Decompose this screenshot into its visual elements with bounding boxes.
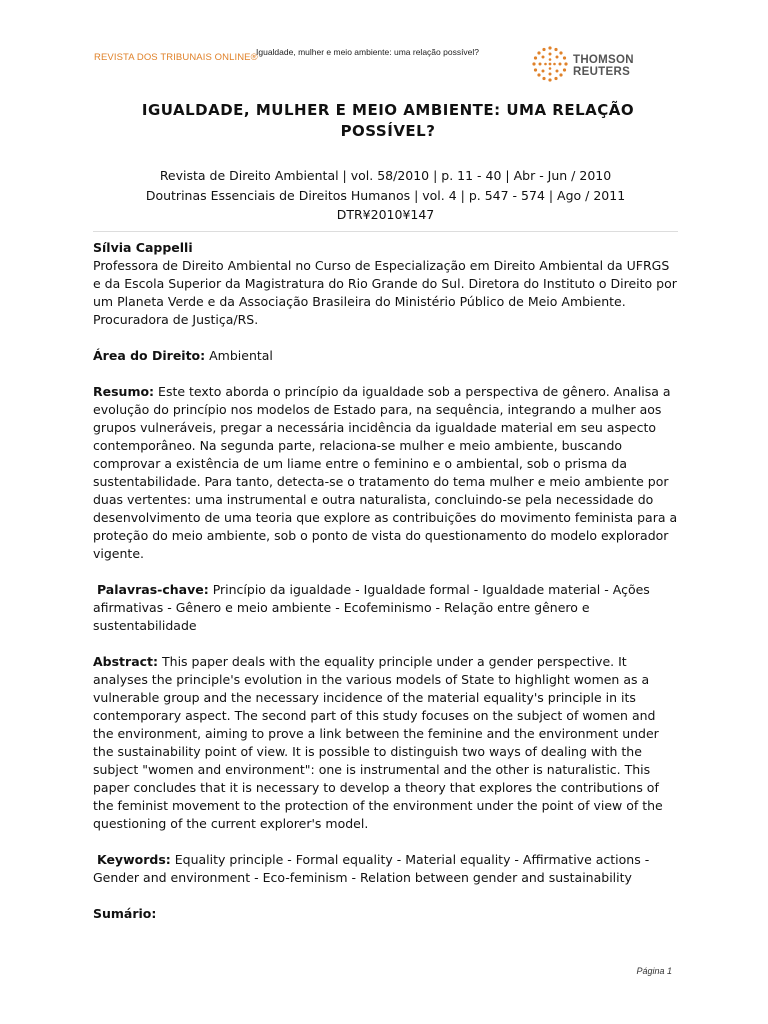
area-do-direito — [93, 347, 678, 365]
resumo-text: Este texto aborda o princípio da igualdade sob a perspectiva de gênero. Analisa a evolução do princípio nos modelos de Estado para, na sequência, integrando a mulher aos grupos vulneráveis, pregar a necessária incidência da igualdade material em seu aspecto contemporâneo. Na segunda parte, relaciona-se mulher e meio ambiente, buscando comprovar a existência de um liame entre o feminino e o ambiental, sob o prisma da sustentabilidade. Para tanto, detecta-se o tratamento do tema mulher e meio ambiente por duas vertentes: uma instrumental e outra naturalista, concluindo-se pela necessidade do desenvolvimento de uma teoria que explore as contribuições do movimento feminista para a proteção do meio ambiente, sob o ponto de vista do questionamento do modelo explorador vigente. — [93, 383, 678, 561]
abstract-paragraph — [93, 653, 678, 833]
keywords-label: Keywords: — [96, 851, 171, 867]
thomson-reuters-wordmark: THOMSON REUTERS — [573, 54, 634, 78]
author-bio: Professora de Direito Ambiental no Curso de Especialização em Direito Ambiental da UFRGS e da Escola Superior da Magistratura do Rio Grande do Sul. Diretora do Instituto o Direito por um Planeta Verde e da Associação Brasileira do Ministério Público de Meio Ambiente. Procuradora de Justiça/RS. — [93, 257, 677, 327]
thomson-reuters-logo — [530, 44, 680, 84]
document-title: IGUALDADE, MULHER E MEIO AMBIENTE: UMA RELAÇÃO POSSÍVEL? — [141, 101, 635, 140]
sumario-label: Sumário: — [93, 905, 157, 921]
abstract-label: Abstract: — [93, 653, 159, 669]
palavras-chave-paragraph — [93, 581, 678, 635]
author-name: Sílvia Cappelli — [93, 239, 193, 255]
area-value: Ambiental — [209, 347, 273, 363]
citation-line: Revista de Direito Ambiental | vol. 58/2010 | p. 11 - 40 | Abr - Jun / 2010 — [159, 168, 612, 183]
revista-tribunais-logo: REVISTA DOS TRIBUNAIS ONLINE® — [94, 52, 258, 63]
citation-line: Doutrinas Essenciais de Direitos Humanos | vol. 4 | p. 547 - 574 | Ago / 2011 — [145, 187, 626, 203]
document-body — [93, 100, 678, 923]
palavras-chave-label: Palavras-chave: — [96, 581, 209, 597]
resumo-paragraph — [93, 383, 678, 563]
reuters-dots-icon — [530, 44, 570, 84]
area-label: Área do Direito: — [93, 347, 206, 363]
palavras-chave-text: Princípio da igualdade - Igualdade formal - Igualdade material - Ações afirmativas - Gênero e meio ambiente - Ecofeminismo - Relação entre gênero e sustentabilidade — [93, 581, 650, 633]
citation-block — [93, 166, 678, 225]
keywords-text: Equality principle - Formal equality - Material equality - Affirmative actions - Gender and environment - Eco-feminism - Relation between gender and sustainability — [93, 851, 650, 885]
abstract-text: This paper deals with the equality principle under a gender perspective. It analyses the principle's evolution in the various models of State to highlight women as a vulnerable group and the necessary incidence of the material equality's principle in its contemporary aspect. The second part of this study focuses on the subject of women and the environment, aiming to prove a link between the feminine and the environment under the sustainability point of view. It is possible to distinguish two ways of dealing with the subject "women and environment": one is instrumental and the other is naturalistic. This paper concludes that it is necessary to develop a theory that explores the contributions of the feminist movement to the protection of the environment under the point of view of the questioning of the current explorer's model. — [93, 653, 663, 831]
page-number: Página 1 — [636, 966, 672, 976]
sumario-heading — [93, 905, 678, 923]
running-title: Igualdade, mulher e meio ambiente: uma relação possível? — [256, 47, 480, 57]
divider — [93, 231, 678, 232]
keywords-paragraph — [93, 851, 678, 887]
resumo-label: Resumo: — [93, 383, 155, 399]
page-header — [0, 0, 768, 90]
citation-line: DTR¥2010¥147 — [336, 207, 435, 222]
